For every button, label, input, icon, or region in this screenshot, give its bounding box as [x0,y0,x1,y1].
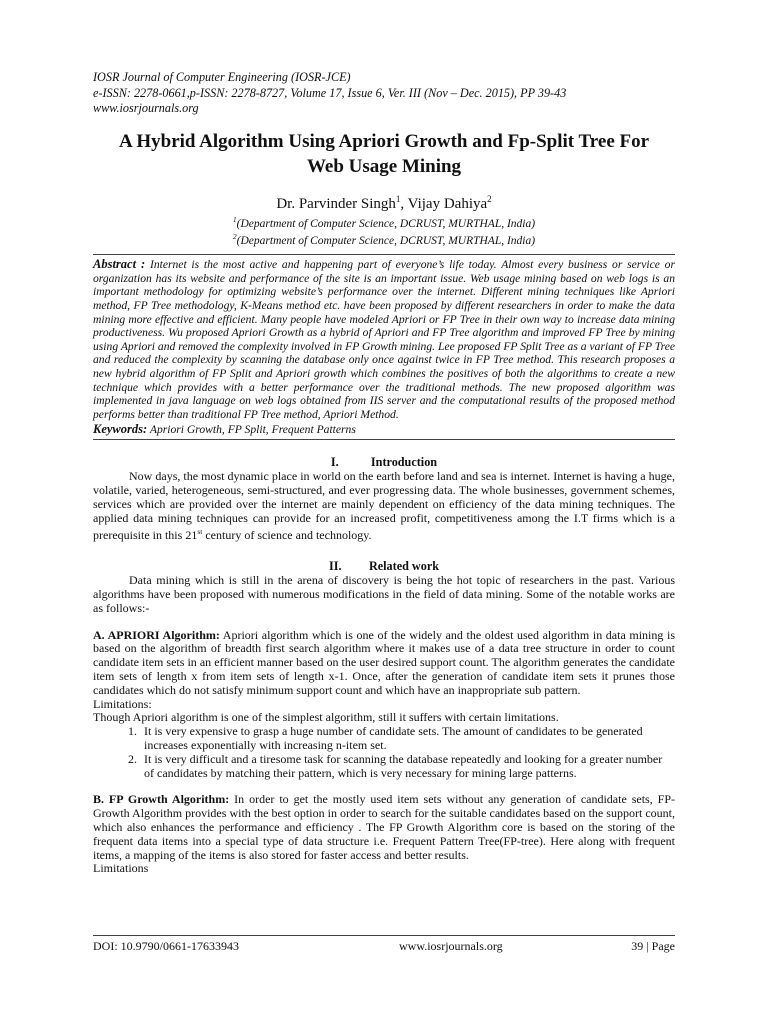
author-1-mark: 1 [395,193,401,204]
affiliation-1-text: (Department of Computer Science, DCRUST, MURTHAL, India) [236,217,536,230]
paper-page [93,70,675,876]
author-1: Dr. Parvinder Singh [276,195,396,212]
footer-doi: DOI: 10.9790/0661-17633943 [93,939,239,953]
intro-text: Now days, the most dynamic place in world on the earth before land and sea is internet. Internet is having a huge, volatile, varied, heterogeneous, semi-structured, and ever progressing data. The whole businesses, government schemes, services which are provided over the internet are mainly dependent on efficiency of the data mining techniques. The applied data mining techniques can provide for an increased profit, competitiveness among the I.T firms which is a prerequisite in this 21 [93,469,675,543]
abstract [93,258,675,421]
author-2: Vijay Dahiya [407,195,488,212]
intro-superscript: st [197,527,203,537]
list-item: 2. It is very difficult and a tiresome task for scanning the database repeatedly and looking for a greater number of candidates by matching their pattern, which is very necessary for mining large patterns. [140,753,675,781]
affiliation-1-mark: 1 [232,214,237,224]
paper-title [93,129,675,179]
journal-name: IOSR Journal of Computer Engineering (IOSR-JCE) [93,70,351,84]
apriori-text: Apriori algorithm which is one of the widely and the oldest used algorithm in data mining is based on the algorithm of breadth first search algorithm where it makes use of a data tree structure in order to count candidate item sets in an efficient manner based on the user desired support count. The algorithm generates the candidate item sets of length x from item sets of length x-1. Once, after the generation of candidate item sets it prunes those candidates which do not satisfy minimum support count and which have an inappropriate sub pattern. [93,627,675,697]
footer-website: www.iosrjournals.org [399,939,503,953]
abstract-top-rule [93,254,675,255]
author-line [93,190,675,213]
introduction-paragraph [93,470,675,543]
affiliation-1 [93,213,675,231]
apriori-limitations-intro: Though Apriori algorithm is one of the simplest algorithm, still it suffers with certain limitations. [93,710,559,725]
fp-growth-limitations-label: Limitations [93,861,149,876]
apriori-limitations-label: Limitations: [93,696,152,711]
affiliation-2-mark: 2 [232,232,237,242]
abstract-label: Abstract : [93,257,146,272]
intro-text-end: century of science and technology. [202,528,372,543]
page-footer [93,935,675,953]
footer-page-number: 39 | Page [631,939,675,953]
section-1-number: I. [330,455,339,470]
section-2-number: II. [328,559,342,574]
affiliation-2 [93,230,675,248]
abstract-text: Internet is the most active and happening part of everyone’s life today. Almost every business or service or organization has its website and performance of the site is an important issue. Web usage mining based on web logs is an important methodology for optimizing website’s performance over the internet. Different mining techniques like Apriori method, FP Tree methodology, K-Means method etc. have been proposed by different researchers in order to make the data mining more effective and efficient. Many people have modeled Apriori or FP Tree in their own way to increase data mining productiveness. Wu proposed Apriori Growth as a hybrid of Apriori and FP Tree algorithm and improved FP Tree by mining using Apriori and removed the complexity involved in FP Growth mining. Lee proposed FP Split Tree as a variant of FP Tree and reduced the complexity by scanning the database only once against twice in FP Tree method. This research proposes a new hybrid algorithm of FP Split and Apriori growth which combines the positives of both the algorithms to create a new technique which provides with a better performance over the traditional methods. The new proposed algorithm was implemented in java language on web logs obtained from IIS server and the computational results of the proposed method performs better than traditional FP Tree method, Apriori Method. [93,258,675,421]
list-item: 1. It is very expensive to grasp a huge number of candidate sets. The amount of candidates to be generated increases exponentially with increasing n-item set. [140,725,675,753]
section-2-title: Related work [368,559,440,574]
apriori-paragraph [93,629,675,698]
section-heading-introduction [93,455,675,470]
section-heading-related-work [93,559,675,574]
fp-growth-paragraph [93,793,675,862]
keywords-text: Apriori Growth, FP Split, Frequent Patterns [147,423,356,437]
related-work-intro: Data mining which is still in the arena of discovery is being the hot topic of researchers in the past. Various algorithms have been proposed with numerous modifications in the field of data mining. Some of the notable works are as follows:- [93,573,675,615]
author-separator: , [400,195,408,212]
title-line-2: Web Usage Mining [306,155,462,177]
issn-line: e-ISSN: 2278-0661,p-ISSN: 2278-8727, Volume 17, Issue 6, Ver. III (Nov – Dec. 2015), PP 39-43 [93,85,567,100]
keywords [93,422,675,437]
keywords-label: Keywords: [93,422,148,437]
fp-growth-text: In order to get the mostly used item sets without any generation of candidate sets, FP-Growth Algorithm provides with the best option in order to search for the suitable candidates based on the support count, which also enhances the performance and efficiency . The FP Growth Algorithm core is based on the storing of the frequent data items into a special type of data structure i.e. Frequent Pattern Tree(FP-tree). Here along with frequent items, a mapping of the items is also stored for faster access and better results. [93,792,675,862]
affiliation-2-text: (Department of Computer Science, DCRUST, MURTHAL, India) [236,235,536,248]
abstract-bottom-rule [93,439,675,440]
title-line-1: A Hybrid Algorithm Using Apriori Growth and Fp-Split Tree For [118,130,650,152]
apriori-limitations-list [93,725,675,780]
section-1-title: Introduction [370,455,438,470]
journal-website: www.iosrjournals.org [93,101,199,115]
fp-growth-label: B. FP Growth Algorithm: [93,792,230,807]
apriori-label: A. APRIORI Algorithm: [93,627,220,642]
author-2-mark: 2 [487,193,492,204]
